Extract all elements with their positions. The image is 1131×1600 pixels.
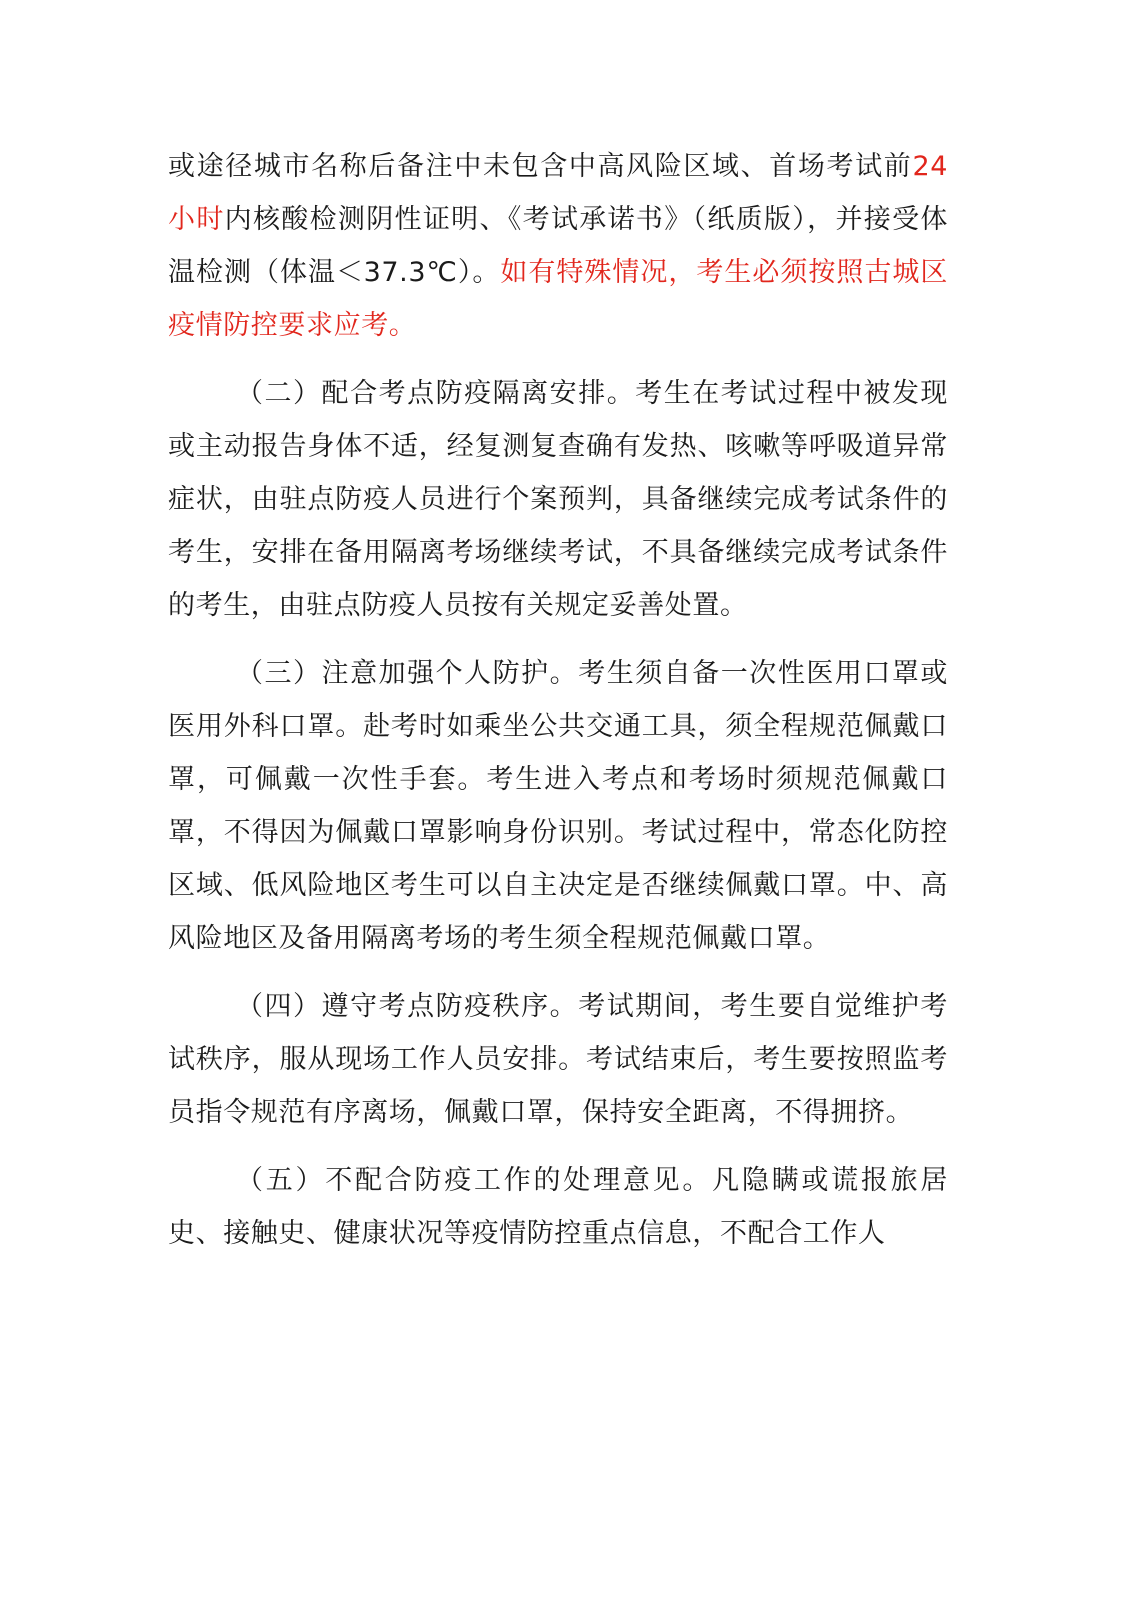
text-segment: （五）不配合防疫工作的处理意见。凡隐瞒或谎报旅居史、接触史、健康状况等疫情防控重点信息，不配合工作人 bbox=[168, 1165, 948, 1249]
highlight-24h: 24小时 bbox=[168, 151, 948, 235]
text-segment: （二）配合考点防疫隔离安排。考生在考试过程中被发现或主动报告身体不适，经复测复查确有发热、咳嗽等呼吸道异常症状，由驻点防疫人员进行个案预判，具备继续完成考试条件的考生，安排在备用隔离考场继续考试，不具备继续完成考试条件的考生，由驻点防疫人员按有关规定妥善处置。 bbox=[168, 378, 948, 621]
paragraph-section-4 bbox=[168, 980, 948, 1139]
document-body bbox=[168, 140, 948, 1275]
paragraph-section-3 bbox=[168, 647, 948, 965]
text-segment: （四）遵守考点防疫秩序。考试期间，考生要自觉维护考试秩序，服从现场工作人员安排。考试结束后，考生要按照监考员指令规范有序离场，佩戴口罩，保持安全距离，不得拥挤。 bbox=[168, 991, 948, 1128]
text-segment: 内核酸检测阴性证明、《考试承诺书》（纸质版），并接受体温检测（体温＜37.3℃）。 bbox=[168, 204, 948, 288]
paragraph-continued bbox=[168, 140, 948, 352]
text-segment: （三）注意加强个人防护。考生须自备一次性医用口罩或医用外科口罩。赴考时如乘坐公共交通工具，须全程规范佩戴口罩，可佩戴一次性手套。考生进入考点和考场时须规范佩戴口罩，不得因为佩戴口罩影响身份识别。考试过程中，常态化防控区域、低风险地区考生可以自主决定是否继续佩戴口罩。中、高风险地区及备用隔离考场的考生须全程规范佩戴口罩。 bbox=[168, 658, 948, 954]
paragraph-section-2 bbox=[168, 367, 948, 632]
highlight-special-case: 如有特殊情况，考生必须按照古城区疫情防控要求应考。 bbox=[168, 257, 948, 341]
paragraph-section-5 bbox=[168, 1154, 948, 1260]
text-segment: 或途径城市名称后备注中未包含中高风险区域、首场考试前 bbox=[168, 151, 913, 182]
